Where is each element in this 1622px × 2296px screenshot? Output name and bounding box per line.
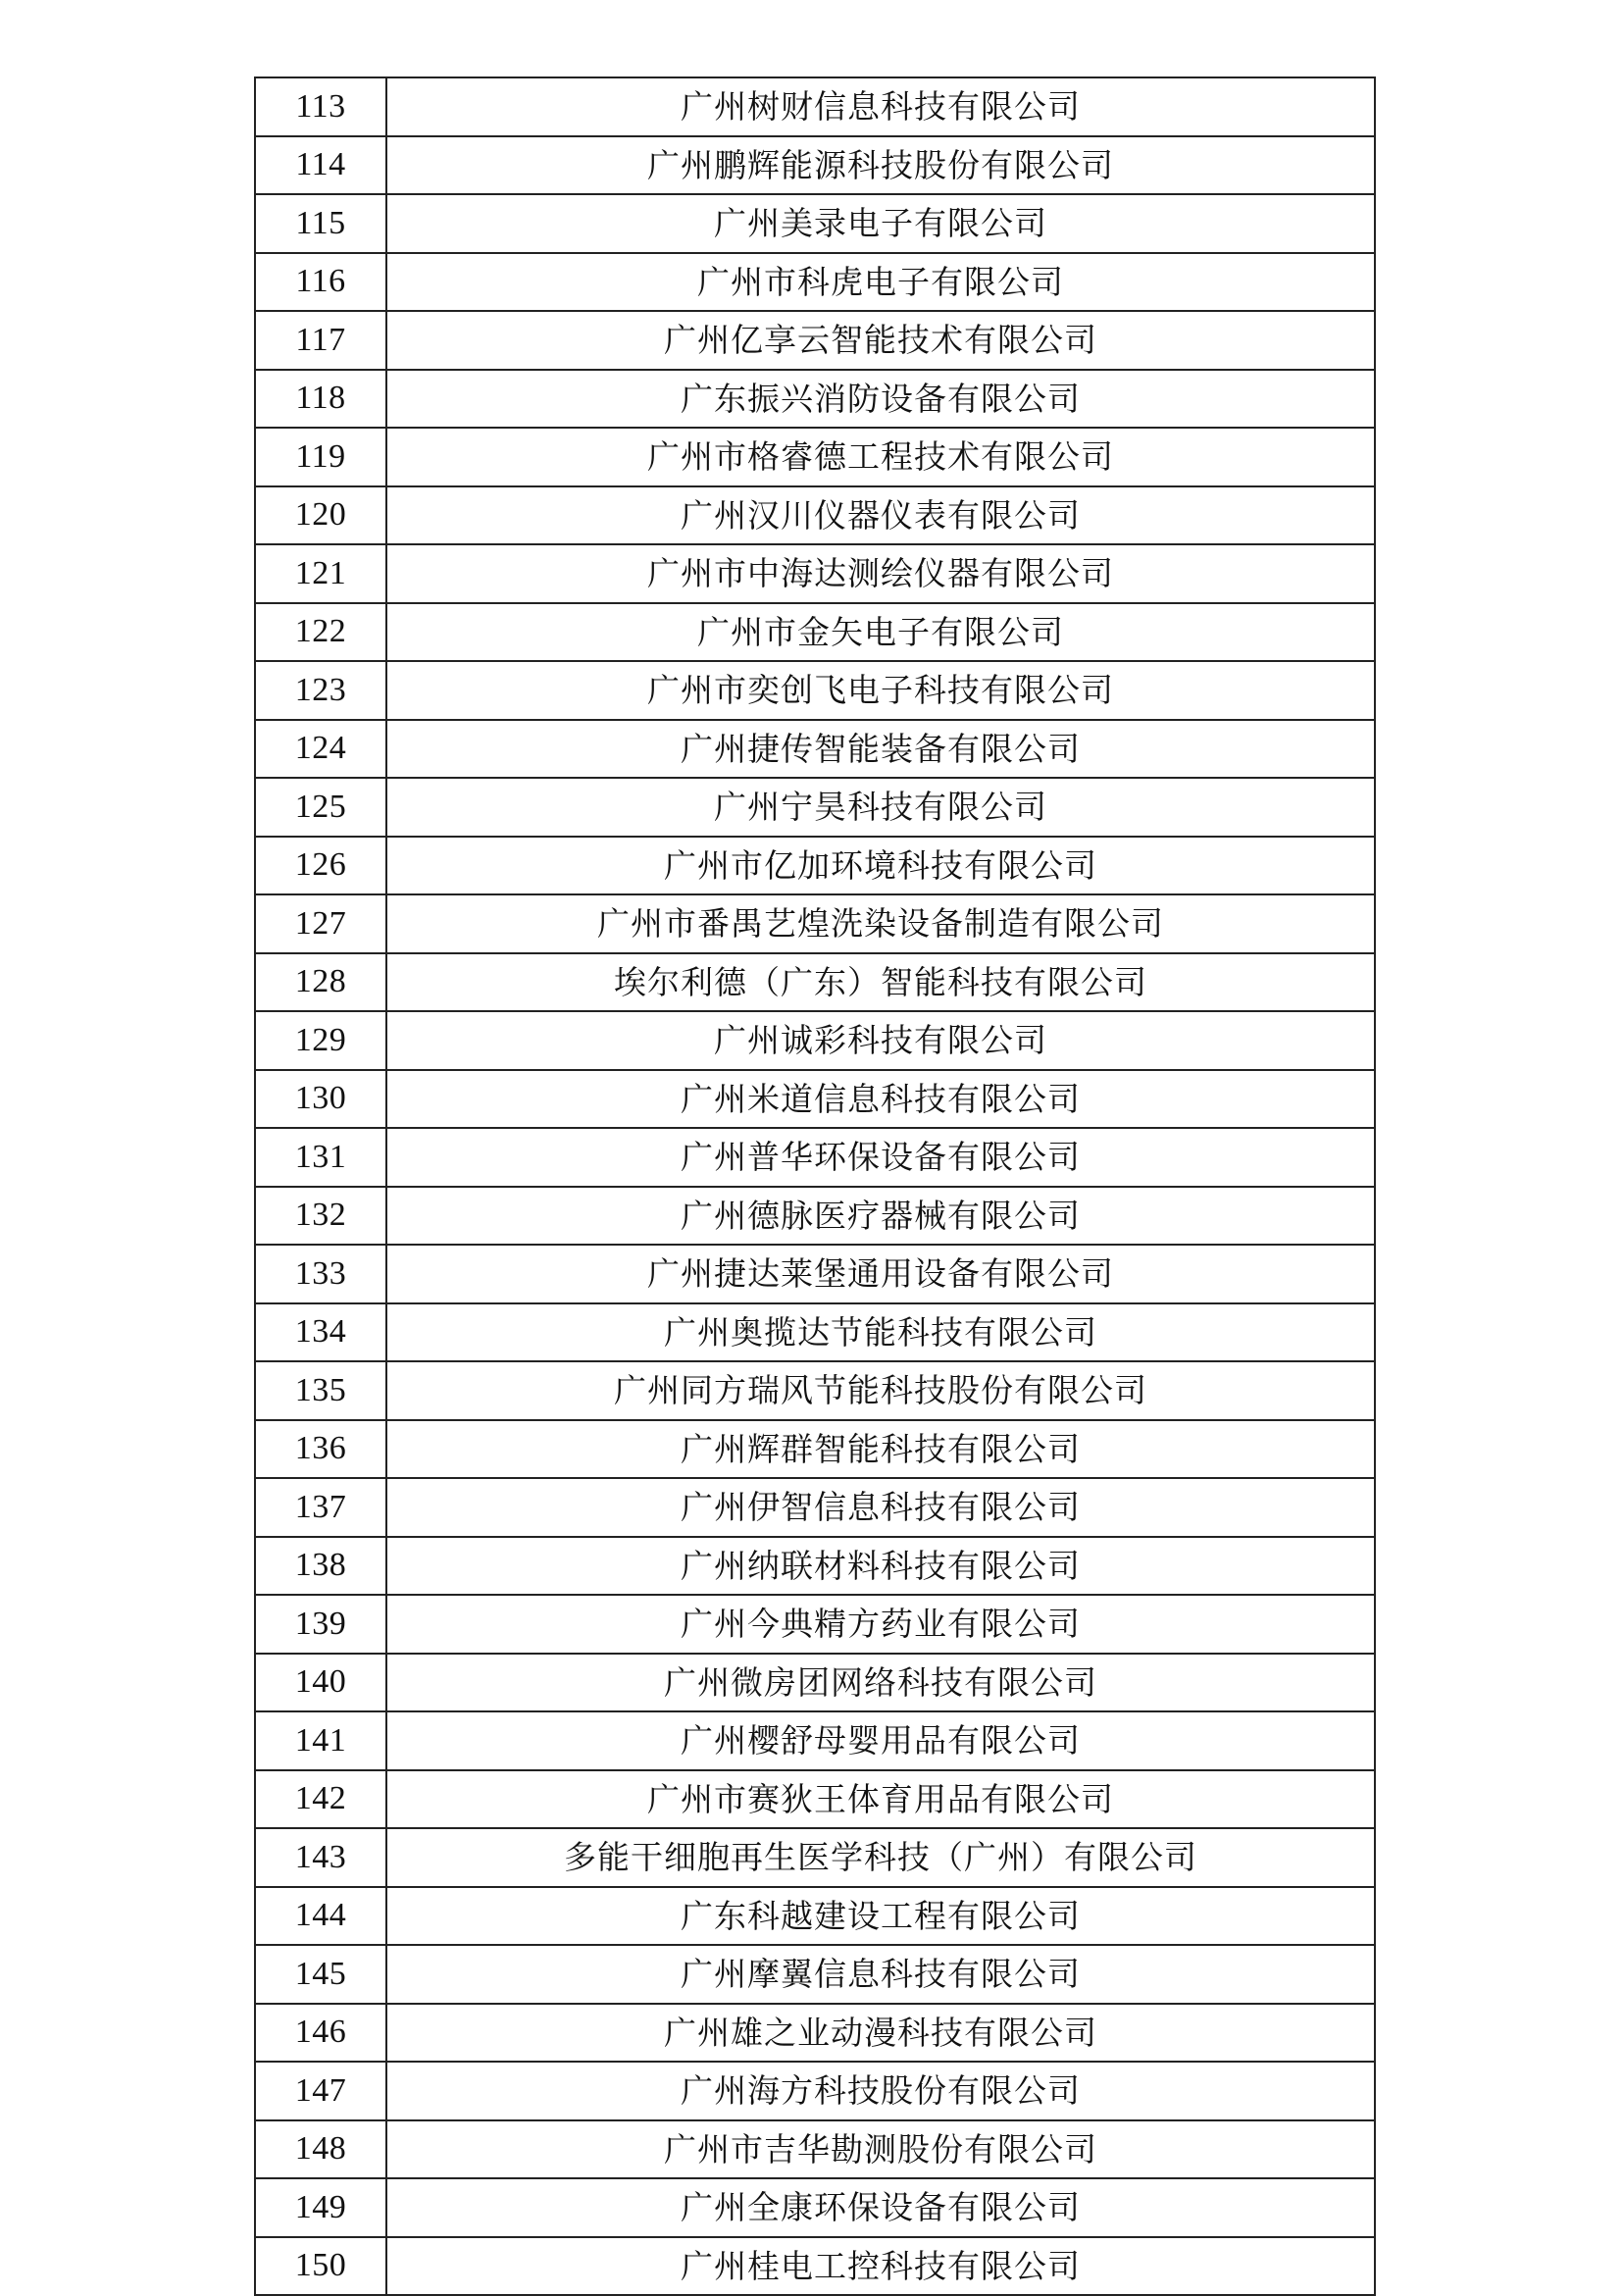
row-number-cell: 113 xyxy=(255,77,386,136)
row-number-cell: 121 xyxy=(255,544,386,603)
company-name-cell: 广州微房团网络科技有限公司 xyxy=(386,1654,1375,1712)
company-name-cell: 广州米道信息科技有限公司 xyxy=(386,1070,1375,1129)
row-number-cell: 124 xyxy=(255,720,386,779)
company-name-cell: 广州市金矢电子有限公司 xyxy=(386,603,1375,662)
table-row xyxy=(255,1770,1375,1829)
table-row xyxy=(255,1654,1375,1712)
table-row xyxy=(255,953,1375,1012)
company-name-cell: 广州德脉医疗器械有限公司 xyxy=(386,1187,1375,1246)
company-name-cell: 广州市亿加环境科技有限公司 xyxy=(386,837,1375,895)
row-number-cell: 117 xyxy=(255,311,386,370)
company-name-cell: 广州市科虎电子有限公司 xyxy=(386,253,1375,312)
table-row xyxy=(255,1011,1375,1070)
company-name-cell: 广东振兴消防设备有限公司 xyxy=(386,370,1375,429)
table-row xyxy=(255,2237,1375,2296)
company-name-cell: 广州海方科技股份有限公司 xyxy=(386,2062,1375,2120)
row-number-cell: 114 xyxy=(255,136,386,195)
row-number-cell: 139 xyxy=(255,1595,386,1654)
table-row xyxy=(255,194,1375,253)
company-name-cell: 广州汉川仪器仪表有限公司 xyxy=(386,486,1375,545)
company-name-cell: 广州桂电工控科技有限公司 xyxy=(386,2237,1375,2296)
table-row xyxy=(255,2178,1375,2237)
company-name-cell: 广州市番禺艺煌洗染设备制造有限公司 xyxy=(386,894,1375,953)
row-number-cell: 144 xyxy=(255,1887,386,1946)
company-name-cell: 广州市吉华勘测股份有限公司 xyxy=(386,2120,1375,2179)
company-name-cell: 广州市奕创飞电子科技有限公司 xyxy=(386,661,1375,720)
company-name-cell: 埃尔利德（广东）智能科技有限公司 xyxy=(386,953,1375,1012)
table-row xyxy=(255,1128,1375,1187)
company-name-cell: 广州摩翼信息科技有限公司 xyxy=(386,1945,1375,2004)
row-number-cell: 126 xyxy=(255,837,386,895)
row-number-cell: 150 xyxy=(255,2237,386,2296)
table-row xyxy=(255,77,1375,136)
row-number-cell: 147 xyxy=(255,2062,386,2120)
company-name-cell: 广州今典精方药业有限公司 xyxy=(386,1595,1375,1654)
table-row xyxy=(255,136,1375,195)
company-name-cell: 广州捷传智能装备有限公司 xyxy=(386,720,1375,779)
company-name-cell: 广州辉群智能科技有限公司 xyxy=(386,1420,1375,1479)
company-name-cell: 广州市中海达测绘仪器有限公司 xyxy=(386,544,1375,603)
company-name-cell: 广州同方瑞风节能科技股份有限公司 xyxy=(386,1361,1375,1420)
table-row xyxy=(255,370,1375,429)
row-number-cell: 142 xyxy=(255,1770,386,1829)
row-number-cell: 125 xyxy=(255,778,386,837)
table-row xyxy=(255,1245,1375,1303)
company-name-cell: 广州市格睿德工程技术有限公司 xyxy=(386,428,1375,486)
table-row xyxy=(255,486,1375,545)
company-name-cell: 广州伊智信息科技有限公司 xyxy=(386,1478,1375,1537)
company-name-cell: 广州宁昊科技有限公司 xyxy=(386,778,1375,837)
table-row xyxy=(255,778,1375,837)
row-number-cell: 136 xyxy=(255,1420,386,1479)
table-row xyxy=(255,253,1375,312)
row-number-cell: 129 xyxy=(255,1011,386,1070)
company-name-cell: 广州奥揽达节能科技有限公司 xyxy=(386,1303,1375,1362)
company-name-cell: 广州市赛狄王体育用品有限公司 xyxy=(386,1770,1375,1829)
row-number-cell: 140 xyxy=(255,1654,386,1712)
table-row xyxy=(255,311,1375,370)
row-number-cell: 128 xyxy=(255,953,386,1012)
company-name-cell: 广州纳联材料科技有限公司 xyxy=(386,1537,1375,1596)
company-name-cell: 广州鹏辉能源科技股份有限公司 xyxy=(386,136,1375,195)
table-row xyxy=(255,720,1375,779)
row-number-cell: 132 xyxy=(255,1187,386,1246)
table-row xyxy=(255,428,1375,486)
table-row xyxy=(255,1828,1375,1887)
table-row xyxy=(255,1595,1375,1654)
company-name-cell: 广州诚彩科技有限公司 xyxy=(386,1011,1375,1070)
row-number-cell: 145 xyxy=(255,1945,386,2004)
row-number-cell: 137 xyxy=(255,1478,386,1537)
row-number-cell: 130 xyxy=(255,1070,386,1129)
table-row xyxy=(255,1711,1375,1770)
table-row xyxy=(255,2062,1375,2120)
row-number-cell: 146 xyxy=(255,2004,386,2063)
row-number-cell: 123 xyxy=(255,661,386,720)
table-row xyxy=(255,2004,1375,2063)
table-row xyxy=(255,1537,1375,1596)
table-row xyxy=(255,1887,1375,1946)
table-row xyxy=(255,837,1375,895)
row-number-cell: 135 xyxy=(255,1361,386,1420)
row-number-cell: 149 xyxy=(255,2178,386,2237)
row-number-cell: 118 xyxy=(255,370,386,429)
table-row xyxy=(255,1187,1375,1246)
row-number-cell: 131 xyxy=(255,1128,386,1187)
company-list-body xyxy=(255,77,1375,2295)
row-number-cell: 127 xyxy=(255,894,386,953)
company-name-cell: 广州雄之业动漫科技有限公司 xyxy=(386,2004,1375,2063)
table-row xyxy=(255,2120,1375,2179)
row-number-cell: 120 xyxy=(255,486,386,545)
table-row xyxy=(255,661,1375,720)
table-row xyxy=(255,1478,1375,1537)
row-number-cell: 141 xyxy=(255,1711,386,1770)
row-number-cell: 115 xyxy=(255,194,386,253)
row-number-cell: 133 xyxy=(255,1245,386,1303)
company-name-cell: 广州亿享云智能技术有限公司 xyxy=(386,311,1375,370)
company-name-cell: 广东科越建设工程有限公司 xyxy=(386,1887,1375,1946)
company-list-table xyxy=(254,77,1376,2296)
company-name-cell: 广州捷达莱堡通用设备有限公司 xyxy=(386,1245,1375,1303)
table-row xyxy=(255,1945,1375,2004)
table-row xyxy=(255,1303,1375,1362)
company-name-cell: 广州普华环保设备有限公司 xyxy=(386,1128,1375,1187)
company-name-cell: 多能干细胞再生医学科技（广州）有限公司 xyxy=(386,1828,1375,1887)
row-number-cell: 116 xyxy=(255,253,386,312)
company-name-cell: 广州树财信息科技有限公司 xyxy=(386,77,1375,136)
table-row xyxy=(255,894,1375,953)
row-number-cell: 122 xyxy=(255,603,386,662)
table-row xyxy=(255,603,1375,662)
table-row xyxy=(255,1420,1375,1479)
row-number-cell: 138 xyxy=(255,1537,386,1596)
row-number-cell: 143 xyxy=(255,1828,386,1887)
table-row xyxy=(255,544,1375,603)
row-number-cell: 119 xyxy=(255,428,386,486)
table-row xyxy=(255,1361,1375,1420)
table-row xyxy=(255,1070,1375,1129)
row-number-cell: 148 xyxy=(255,2120,386,2179)
company-name-cell: 广州全康环保设备有限公司 xyxy=(386,2178,1375,2237)
company-name-cell: 广州樱舒母婴用品有限公司 xyxy=(386,1711,1375,1770)
row-number-cell: 134 xyxy=(255,1303,386,1362)
company-name-cell: 广州美录电子有限公司 xyxy=(386,194,1375,253)
